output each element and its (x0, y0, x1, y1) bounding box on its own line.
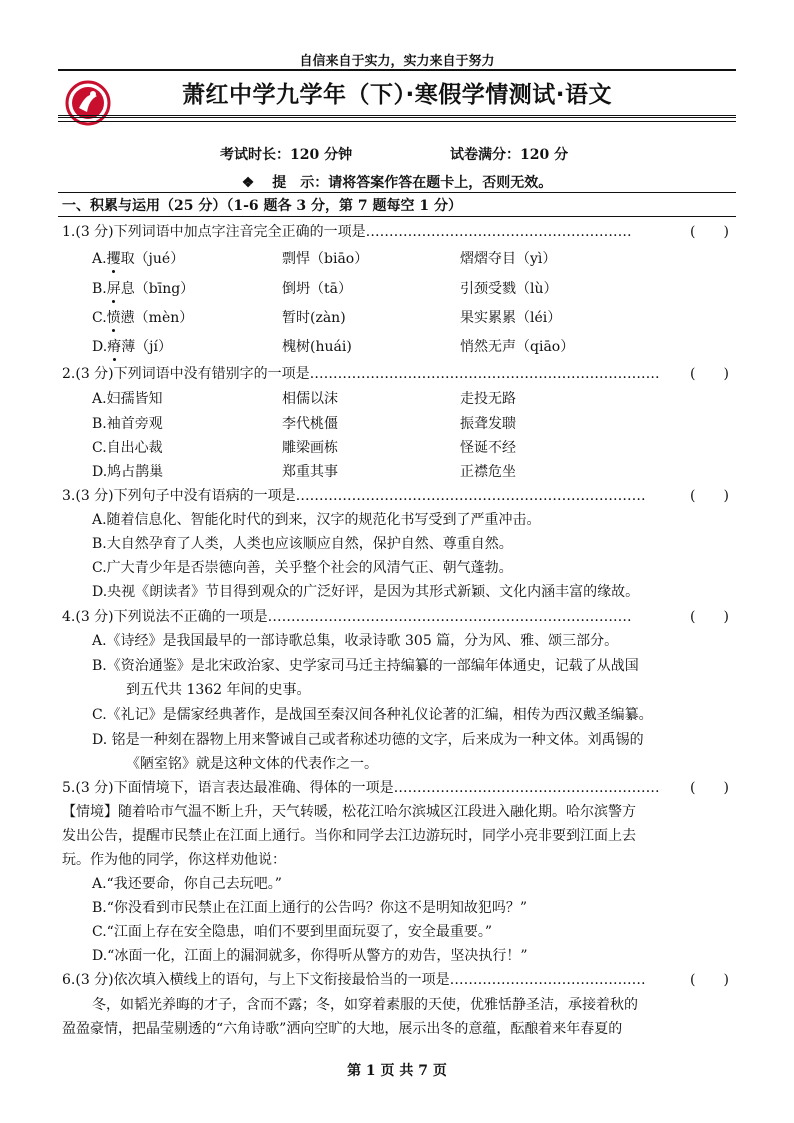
option-col-1: C.自出心裁 (92, 440, 163, 456)
page-title: 萧红中学九学年（下）·寒假学情测试·语文 (182, 82, 612, 108)
option-col-1 (92, 336, 172, 356)
option-continued: 到五代共 1362 年间的史事。 (126, 682, 311, 698)
option-text: 取（jué） (120, 251, 185, 267)
option: C.“江面上存在安全隐患，咱们不要到里面玩耍了，安全最重要。” (92, 924, 492, 940)
option-col-2: 李代桃僵 (282, 416, 338, 432)
motto: 自信来自于实力，实力来自于努力 (299, 54, 495, 69)
question-1-stem: 1.(3 分)下列词语中加点字注音完全正确的一项是………………………………………………… (62, 224, 632, 240)
option-col-2: 暂时(zàn) (282, 310, 346, 326)
dotted-char: 攫 (107, 248, 121, 268)
option-col-3: 正襟危坐 (460, 464, 516, 480)
option-col-3: 振聋发聩 (460, 416, 516, 432)
option-col-3: 怪诞不经 (460, 440, 516, 456)
header-rule (58, 69, 736, 71)
question-2-stem: 2.(3 分)下列词语中没有错别字的一项是………………………………………………………………… (62, 366, 660, 382)
option-col-3: 引颈受戮（lù） (460, 281, 558, 297)
option-text: 薄（jí） (121, 339, 173, 355)
question-6-stem: 6.(3 分)依次填入横线上的语句，与上下文衔接最恰当的一项是…………………………………… (62, 972, 646, 988)
answer-paren: ( ) (690, 224, 729, 240)
option: B.《资治通鉴》是北宋政治家、史学家司马迁主持编纂的一部编年体通史，记载了从战国 (92, 658, 639, 674)
question-5-stem: 5.(3 分)下面情境下，语言表达最准确、得体的一项是………………………………………………… (62, 780, 660, 796)
question-4-stem: 4.(3 分)下列说法不正确的一项是…………………………………………………………………… (62, 609, 632, 625)
dotted-char: 瘠 (107, 336, 121, 356)
answer-paren: ( ) (690, 366, 729, 382)
answer-paren: ( ) (690, 972, 729, 988)
option-col-3: 果实累累（léi） (460, 310, 562, 326)
exam-duration: 考试时长：120 分钟 (220, 147, 353, 163)
scenario-text: 玩。作为他的同学，你这样劝他说： (62, 852, 286, 868)
option-col-1 (92, 307, 193, 327)
page-number: 第 1 页 共 7 页 (347, 1063, 447, 1079)
dotted-char: 愤 (107, 307, 121, 327)
option: D.央视《朗读者》节目得到观众的广泛好评，是因为其形式新颖、文化内涵丰富的缘故。 (92, 584, 640, 600)
option: C.《礼记》是儒家经典著作，是战国至秦汉间各种礼仪论著的汇编，相传为西汉戴圣编纂。 (92, 707, 653, 723)
option: A.《诗经》是我国最早的一部诗歌总集，收录诗歌 305 篇，分为风、雅、颂三部分。 (92, 633, 619, 649)
option-col-2: 槐树(huái) (282, 339, 352, 355)
passage-text: 冬，如韬光养晦的才子，含而不露；冬，如穿着素服的天使，优雅恬静圣洁，承接着秋的 (92, 997, 638, 1013)
option-col-3: 走投无路 (460, 391, 516, 407)
option-col-2: 相儒以沫 (282, 391, 338, 407)
option-col-1: D.鸠占鹊巢 (92, 464, 164, 480)
option-col-2: 郑重其事 (282, 464, 338, 480)
option-letter: C. (92, 310, 107, 326)
option-continued: 《陋室铭》就是这种文体的代表作之一。 (126, 756, 378, 772)
exam-full-score: 试卷满分：120 分 (450, 147, 569, 163)
option-col-3: 熠熠夺目（yì） (460, 251, 557, 267)
answer-paren: ( ) (690, 488, 729, 504)
option-col-1: A.妇孺皆知 (92, 391, 163, 407)
answer-paren: ( ) (690, 609, 729, 625)
option-letter: D. (92, 339, 108, 355)
option-col-1 (92, 248, 184, 268)
title-rule (58, 115, 736, 122)
dotted-char: 屏 (107, 278, 121, 298)
option-col-2: 雕梁画栋 (282, 440, 338, 456)
option-col-1: B.袖首旁观 (92, 416, 163, 432)
option-col-2: 倒坍（tā） (282, 281, 352, 297)
option-col-1 (92, 278, 194, 298)
answer-paren: ( ) (690, 780, 729, 796)
option-col-3: 悄然无声（qiāo） (460, 339, 575, 355)
option: D. 铭是一种刻在器物上用来警诫自己或者称述功德的文字，后来成为一种文体。刘禹锡的 (92, 732, 644, 748)
diamond-star-icon: ❖ (241, 175, 255, 191)
question-3-stem: 3.(3 分)下列句子中没有语病的一项是………………………………………………………………… (62, 488, 646, 504)
option-text: 懑（mèn） (120, 310, 194, 326)
option: D.“冰面一化，江面上的漏洞就多，你得听从警方的劝告，坚决执行！” (92, 948, 528, 964)
option-col-2: 剽悍（biāo） (282, 251, 369, 267)
option: A.随着信息化、智能化时代的到来，汉字的规范化书写受到了严重冲击。 (92, 512, 541, 528)
option: B.大自然孕育了人类，人类也应该顺应自然，保护自然、尊重自然。 (92, 536, 513, 552)
exam-tip (0, 172, 794, 192)
option: B.“你没看到市民禁止在江面上通行的公告吗？你这不是明知故犯吗？” (92, 900, 528, 916)
section-rule (58, 192, 736, 193)
scenario-text: 发出公告，提醒市民禁止在江面上通行。当你和同学去江边游玩时，同学小亮非要到江面上去 (62, 828, 636, 844)
option: A.“我还要命，你自己去玩吧。” (92, 876, 282, 892)
option-letter: A. (92, 251, 107, 267)
option: C.广大青少年是否崇德向善，关乎整个社会的风清气正、朝气蓬勃。 (92, 560, 513, 576)
tip-text: 提 示：请将答案作答在题卡上，否则无效。 (272, 175, 553, 191)
scenario-text: 【情境】随着哈市气温不断上升，天气转暖，松花江哈尔滨城区江段进入融化期。哈尔滨警方 (62, 804, 636, 820)
option-text: 息（bīng） (120, 281, 195, 297)
passage-text: 盈盈豪情，把晶莹剔透的“六角诗歌”洒向空旷的大地，展示出冬的意蕴，酝酿着来年春夏的 (62, 1021, 623, 1037)
option-letter: B. (92, 281, 107, 297)
section-rule-bottom (58, 216, 736, 217)
section-heading: 一、积累与运用（25 分）（1-6 题各 3 分，第 7 题每空 1 分） (62, 198, 462, 214)
